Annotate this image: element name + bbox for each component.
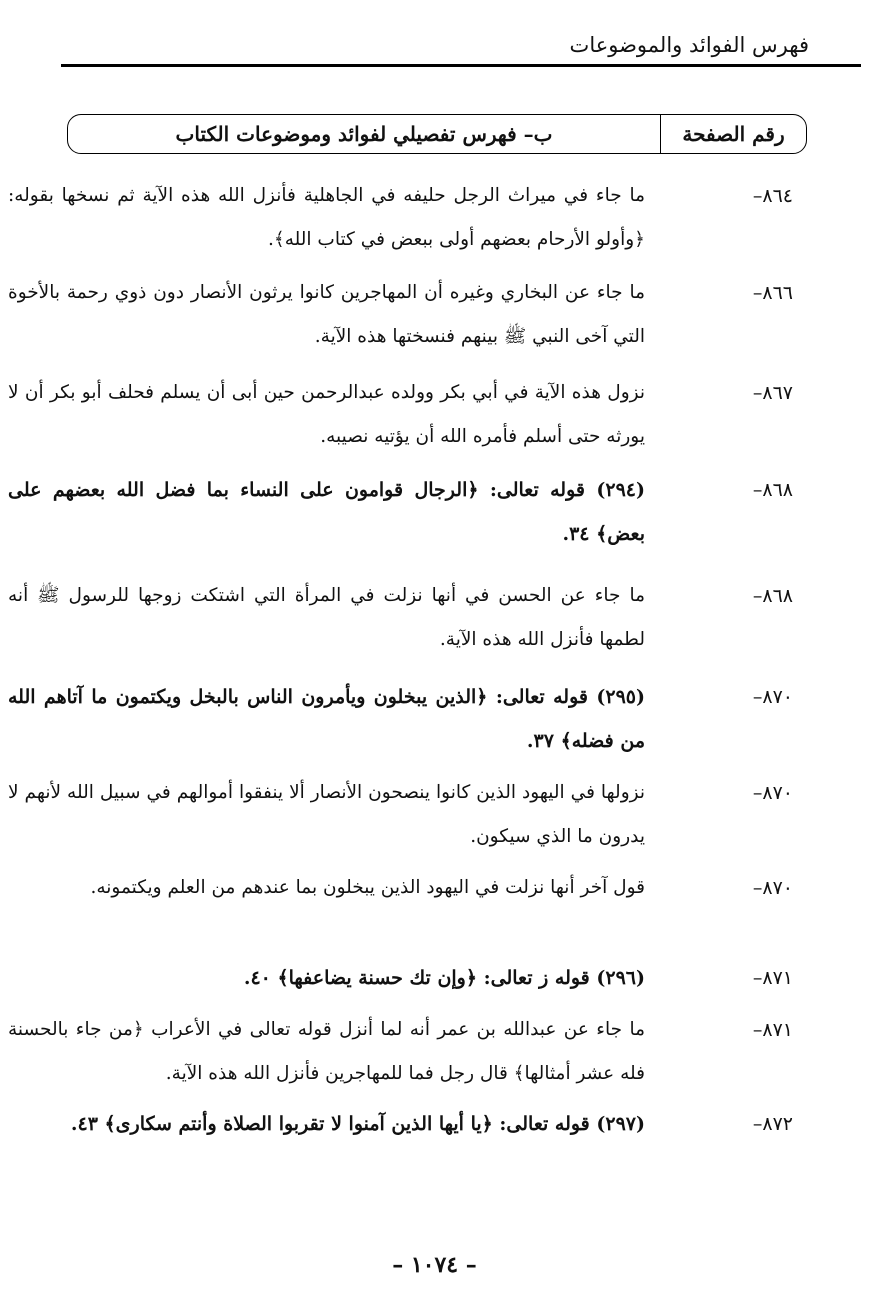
entry-text: ما جاء عن عبدالله بن عمر أنه لما أنزل قوله تعالى في الأعراب ﴿من جاء بالحسنة فله عشر أمثالها﴾ قال رجل فما للمهاجرين فأنزل الله هذه الآية. bbox=[8, 1019, 645, 1084]
entry-text: (٢٩٥) قوله تعالى: ﴿الذين يبخلون ويأمرون الناس بالبخل ويكتمون ما آتاهم الله من فضله﴾ ٣٧. bbox=[8, 686, 645, 752]
entry-text: ما جاء عن البخاري وغيره أن المهاجرين كانوا يرثون الأنصار دون ذوي رحمة بالأخوة التي آخى النبي ﷺ بينهم فنسختها هذه الآية. bbox=[8, 282, 645, 347]
entry-text: نزول هذه الآية في أبي بكر وولده عبدالرحمن حين أبى أن يسلم فحلف أبو بكر أن لا يورثه حتى أسلم فأمره الله أن يؤتيه نصيبه. bbox=[8, 382, 645, 447]
page-number: – ١٠٧٤ – bbox=[392, 1252, 477, 1278]
header-rule bbox=[61, 64, 861, 67]
entry-page-number: ٨٦٨– bbox=[752, 479, 793, 501]
entry-text: (٢٩٤) قوله تعالى: ﴿الرجال قوامون على النساء بما فضل الله بعضهم على بعض﴾ ٣٤. bbox=[8, 479, 645, 545]
entry-page-number: ٨٦٨– bbox=[752, 585, 793, 607]
entry-page-number: ٨٧١– bbox=[752, 1019, 793, 1041]
entry-page-number: ٨٦٤– bbox=[752, 185, 793, 207]
entry-text: ما جاء في ميراث الرجل حليفه في الجاهلية فأنزل الله هذه الآية ثم نسخها بقوله: ﴿وأولو الأرحام بعضهم أولى ببعض في كتاب الله﴾. bbox=[8, 185, 645, 250]
entry-page-number: ٨٧٠– bbox=[752, 877, 793, 899]
title-column-header: ب– فهرس تفصيلي لفوائد وموضوعات الكتاب bbox=[175, 122, 553, 146]
entry-text: ما جاء عن الحسن في أنها نزلت في المرأة التي اشتكت زوجها للرسول ﷺ أنه لطمها فأنزل الله هذه الآية. bbox=[8, 585, 645, 650]
entry-page-number: ٨٧٢– bbox=[752, 1113, 793, 1135]
entry-page-number: ٨٧٠– bbox=[752, 686, 793, 708]
entry-text: نزولها في اليهود الذين كانوا ينصحون الأنصار ألا ينفقوا أموالهم في سبيل الله لأنهم لا يدرون ما الذي سيكون. bbox=[8, 782, 645, 847]
entry-page-number: ٨٦٧– bbox=[752, 382, 793, 404]
page-column-header: رقم الصفحة bbox=[660, 115, 806, 153]
entry-page-number: ٨٧٠– bbox=[752, 782, 793, 804]
entry-text: (٢٩٧) قوله تعالى: ﴿يا أيها الذين آمنوا لا تقربوا الصلاة وأنتم سكارى﴾ ٤٣. bbox=[70, 1113, 645, 1135]
entry-text: (٢٩٦) قوله ز تعالى: ﴿وإن تك حسنة يضاعفها﴾ ٤٠. bbox=[243, 967, 645, 989]
entry-page-number: ٨٦٦– bbox=[752, 282, 793, 304]
running-head: فهرس الفوائد والموضوعات bbox=[569, 33, 809, 57]
entry-page-number: ٨٧١– bbox=[752, 967, 793, 989]
entry-text: قول آخر أنها نزلت في اليهود الذين يبخلون بما عندهم من العلم ويكتمونه. bbox=[90, 877, 645, 898]
table-header bbox=[67, 114, 807, 154]
